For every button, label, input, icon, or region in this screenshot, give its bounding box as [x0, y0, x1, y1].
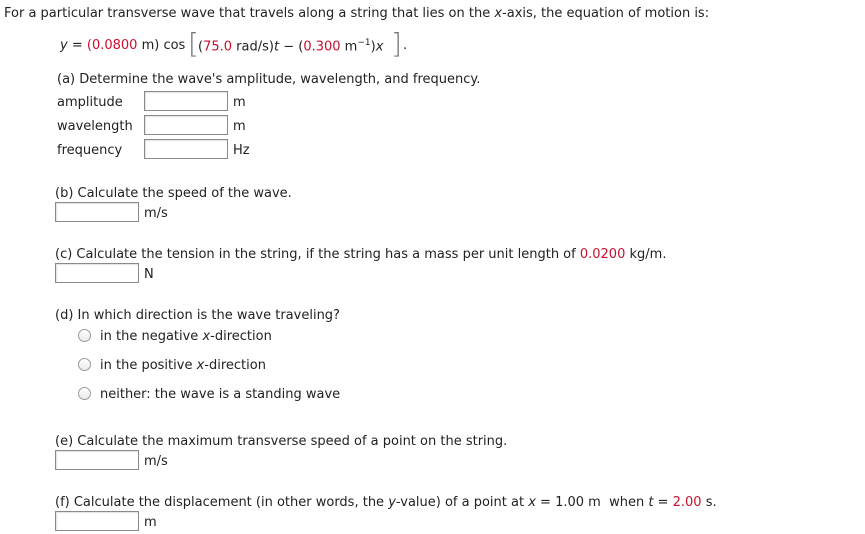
left-bracket: [ — [188, 27, 199, 60]
speed-input[interactable] — [55, 202, 139, 222]
displacement-unit: m — [144, 515, 157, 530]
part-d-prompt: (d) In which direction is the wave traveling? — [55, 308, 340, 323]
wavelength-input[interactable] — [144, 115, 228, 135]
amplitude-label: amplitude — [57, 95, 123, 110]
speed-unit: m/s — [144, 206, 168, 221]
mass-per-length-value: 0.0200 — [579, 247, 626, 262]
intro-text: For a particular transverse wave that travels along a string that lies on the x-axis, the equation of motion is: — [4, 6, 710, 21]
right-bracket: ] — [391, 27, 402, 60]
part-b-prompt: (b) Calculate the speed of the wave. — [55, 186, 292, 201]
frequency-unit: Hz — [233, 143, 250, 158]
equation: y = (0.0800 m) cos — [60, 38, 186, 53]
tension-input[interactable] — [55, 263, 139, 283]
frequency-label: frequency — [57, 143, 123, 158]
radio-standing-wave[interactable] — [78, 387, 91, 400]
wavelength-unit: m — [233, 119, 246, 134]
amplitude-unit: m — [233, 95, 246, 110]
option-standing-wave-label[interactable]: neither: the wave is a standing wave — [100, 387, 341, 402]
option-negative-x-label[interactable]: in the negative x-direction — [100, 329, 272, 344]
part-a-prompt: (a) Determine the wave's amplitude, wavelength, and frequency. — [57, 72, 481, 87]
radio-positive-x[interactable] — [78, 358, 91, 371]
equation-bracket-content: (75.0 rad/s)t − (0.300 $m^{-1})x$ — [198, 38, 384, 55]
max-transverse-speed-input[interactable] — [55, 450, 139, 470]
wavelength-label: wavelength — [57, 119, 133, 134]
part-c-prompt: (c) Calculate the tension in the string, if the string has a mass per unit length of 0.0200 kg/m. — [55, 247, 667, 262]
amplitude-value: (0.0800 — [86, 38, 138, 53]
part-e-prompt: (e) Calculate the maximum transverse speed of a point on the string. — [55, 434, 508, 449]
displacement-input[interactable] — [55, 511, 139, 531]
part-f-prompt: (f) Calculate the displacement (in other words, the y-value) of a point at x = 1.00 m when t = 2.00 s. — [55, 495, 717, 510]
frequency-input[interactable] — [144, 139, 228, 159]
amplitude-input[interactable] — [144, 91, 228, 111]
tension-unit: N — [144, 267, 154, 282]
option-positive-x-label[interactable]: in the positive x-direction — [100, 358, 266, 373]
radio-negative-x[interactable] — [78, 329, 91, 342]
time-value: 2.00 — [672, 495, 702, 510]
max-transverse-speed-unit: m/s — [144, 454, 168, 469]
